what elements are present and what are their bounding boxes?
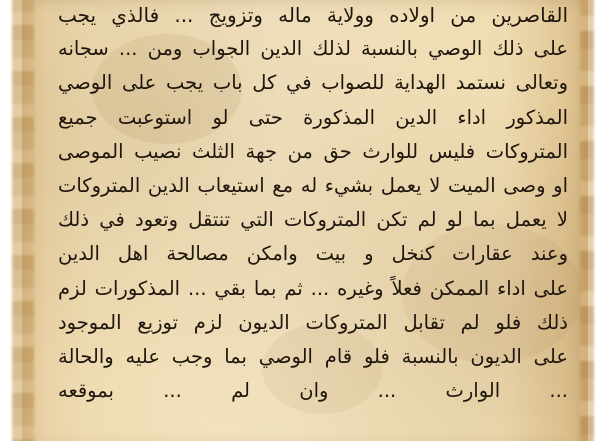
manuscript-line: القاصرين من اولاده وولاية ماله وتزويج ... فالذي يجب: [58, 3, 568, 27]
torn-left-edge: [12, 0, 34, 441]
manuscript-line: على الديون بالنسبة فلو قام الوصي بما وجب عليه والحالة: [58, 344, 568, 368]
manuscript-line: لا يعمل بما لو لم تكن المتروكات التي تنتقل وتعود في ذلك: [58, 208, 568, 232]
manuscript-sheet: [22, 0, 588, 441]
manuscript-line: او وصى الميت لا يعمل بشيء له مع استيعاب الدين المتروكات: [58, 173, 568, 197]
manuscript-line: ذلك فلو لم تقابل المتروكات الديون لزم توزيع الموجود: [58, 310, 568, 334]
manuscript-line: ... الوارث ... وان لم ... بموقعه: [58, 379, 568, 403]
manuscript-line: وعند عقارات كنخل و بيت وامكن مصالحة اهل الدين: [58, 242, 568, 266]
manuscript-line: وتعالى نستمد الهداية للصواب في كل باب يجب على الوصي: [58, 71, 568, 95]
manuscript-line: على ذلك الوصي بالنسبة لذلك الدين الجواب ومن ... سجانه: [58, 37, 568, 61]
manuscript-line: على اداء الممكن فعلاً وغيره ... ثم بما بقي ... المذكورات لزم: [58, 276, 568, 300]
manuscript-line: المتروكات فليس للوارث حق من جهة الثلث نصيب الموصى: [58, 139, 568, 163]
manuscript-line: المذكور اداء الدين المذكورة حتى لو استوعبت جميع: [58, 105, 568, 129]
torn-right-edge: [580, 0, 594, 441]
manuscript-text: [58, 0, 568, 408]
